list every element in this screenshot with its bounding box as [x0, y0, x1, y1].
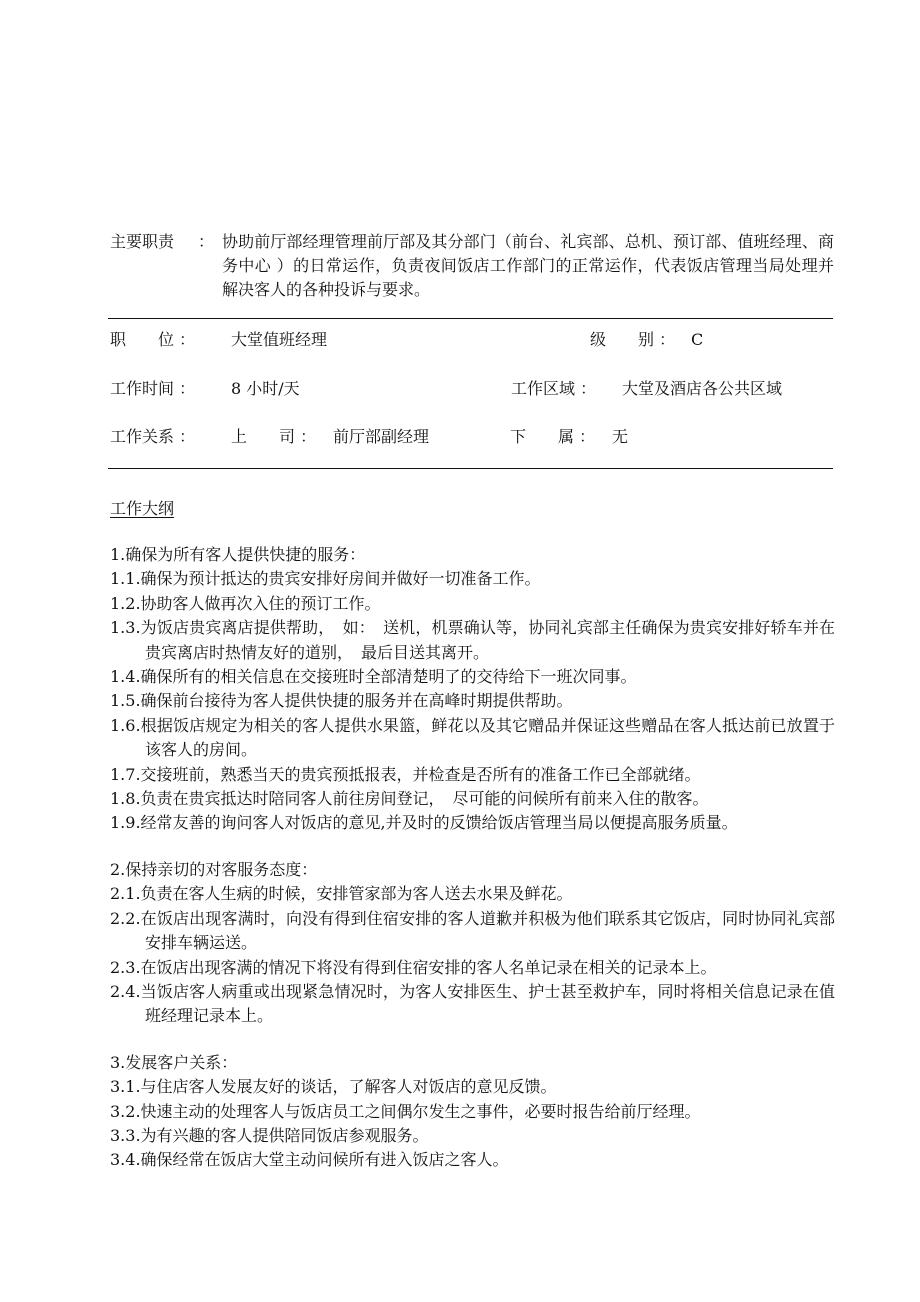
- list-item: 2.3.在饭店出现客满的情况下将没有得到住宿安排的客人名单记录在相关的记录本上。: [110, 957, 717, 977]
- list-item: 2.2.在饭店出现客满时，向没有得到住宿安排的客人道歉并积极为他们联系其它饭店，同时协同礼宾部安排车辆运送。: [110, 908, 835, 953]
- list-item: 1.1.确保为预计抵达的贵宾安排好房间并做好一切准备工作。: [110, 569, 541, 589]
- list-item: 1.8.负责在贵宾抵达时陪同客人前往房间登记， 尽可能的问候所有前来入住的散客。: [110, 789, 709, 809]
- list-item: 1.9.经常友善的询问客人对饭店的意见,并及时的反馈给饭店管理当局以便提高服务质量。: [110, 813, 738, 833]
- bottom-divider: [108, 468, 833, 469]
- hours-label: 工作时间 ：: [110, 379, 196, 398]
- main-duty-text: 协助前厅部经理管理前厅部及其分部门（前台、礼宾部、总机、预订部、值班经理、商务中心 ）的日常运作，负责夜间饭店工作部门的正常运作，代表饭店管理当局处理并解决客人的各种投诉与要求。: [222, 232, 834, 299]
- list-item: 3.2.快速主动的处理客人与饭店员工之间偶尔发生之事件，必要时报告给前厅经理。: [110, 1101, 701, 1121]
- list-item: 3.4.确保经常在饭店大堂主动问候所有进入饭店之客人。: [110, 1150, 509, 1170]
- area-value: 大堂及酒店各公共区域: [622, 379, 783, 398]
- superior-label: 上 司 ：: [231, 427, 317, 446]
- outline-title: 工作大纲: [110, 499, 175, 518]
- list-item: 2.1.负责在客人生病的时候，安排管家部为客人送去水果及鲜花。: [110, 884, 573, 904]
- hours-value: 8 小时/天: [231, 379, 300, 398]
- level-value: C: [691, 330, 704, 349]
- top-divider: [108, 318, 833, 319]
- list-item: 3.3.为有兴趣的客人提供陪同饭店参观服务。: [110, 1125, 429, 1145]
- list-item: 1.7.交接班前，熟悉当天的贵宾预抵报表，并检查是否所有的准备工作已全部就绪。: [110, 764, 701, 784]
- section-heading: 3.发展客户关系：: [110, 1052, 238, 1072]
- list-item: 1.2.协助客人做再次入住的预订工作。: [110, 593, 381, 613]
- list-item: 1.5.确保前台接待为客人提供快捷的服务并在高峰时期提供帮助。: [110, 691, 573, 711]
- relation-label: 工作关系 ：: [110, 427, 196, 446]
- list-item: 3.1.与住店客人发展友好的谈话，了解客人对饭店的意见反馈。: [110, 1077, 557, 1097]
- list-item: 1.6.根据饭店规定为相关的客人提供水果篮，鲜花以及其它赠品并保证这些赠品在客人抵达前已放置于该客人的房间。: [110, 715, 835, 760]
- section-heading: 1.确保为所有客人提供快捷的服务：: [110, 545, 366, 564]
- main-duty-label: 主要职责: [110, 232, 175, 251]
- level-label: 级 别 ：: [590, 330, 676, 349]
- area-label: 工作区域 ：: [511, 379, 597, 398]
- superior-value: 前厅部副经理: [333, 427, 430, 446]
- main-duty-separator: ：: [198, 232, 215, 251]
- list-item: 1.3.为饭店贵宾离店提供帮助， 如： 送机，机票确认等，协同礼宾部主任确保为贵宾安排好轿车并在贵宾离店时热情友好的道别， 最后目送其离开。: [110, 618, 835, 662]
- subordinate-label: 下 属 ：: [510, 427, 596, 446]
- subordinate-value: 无: [612, 427, 629, 446]
- list-item: 1.4.确保所有的相关信息在交接班时全部清楚明了的交待给下一班次同事。: [110, 667, 637, 687]
- section-gap: [110, 836, 835, 858]
- position-label: 职 位 ：: [110, 330, 196, 349]
- position-value: 大堂值班经理: [231, 330, 328, 349]
- section-heading: 2.保持亲切的对客服务态度：: [110, 859, 318, 879]
- outline-list: [110, 543, 835, 1173]
- list-item: 2.4.当饭店客人病重或出现紧急情况时，为客人安排医生、护士甚至救护车，同时将相关信息记录在值班经理记录本上。: [110, 981, 835, 1026]
- section-gap: [110, 1029, 835, 1051]
